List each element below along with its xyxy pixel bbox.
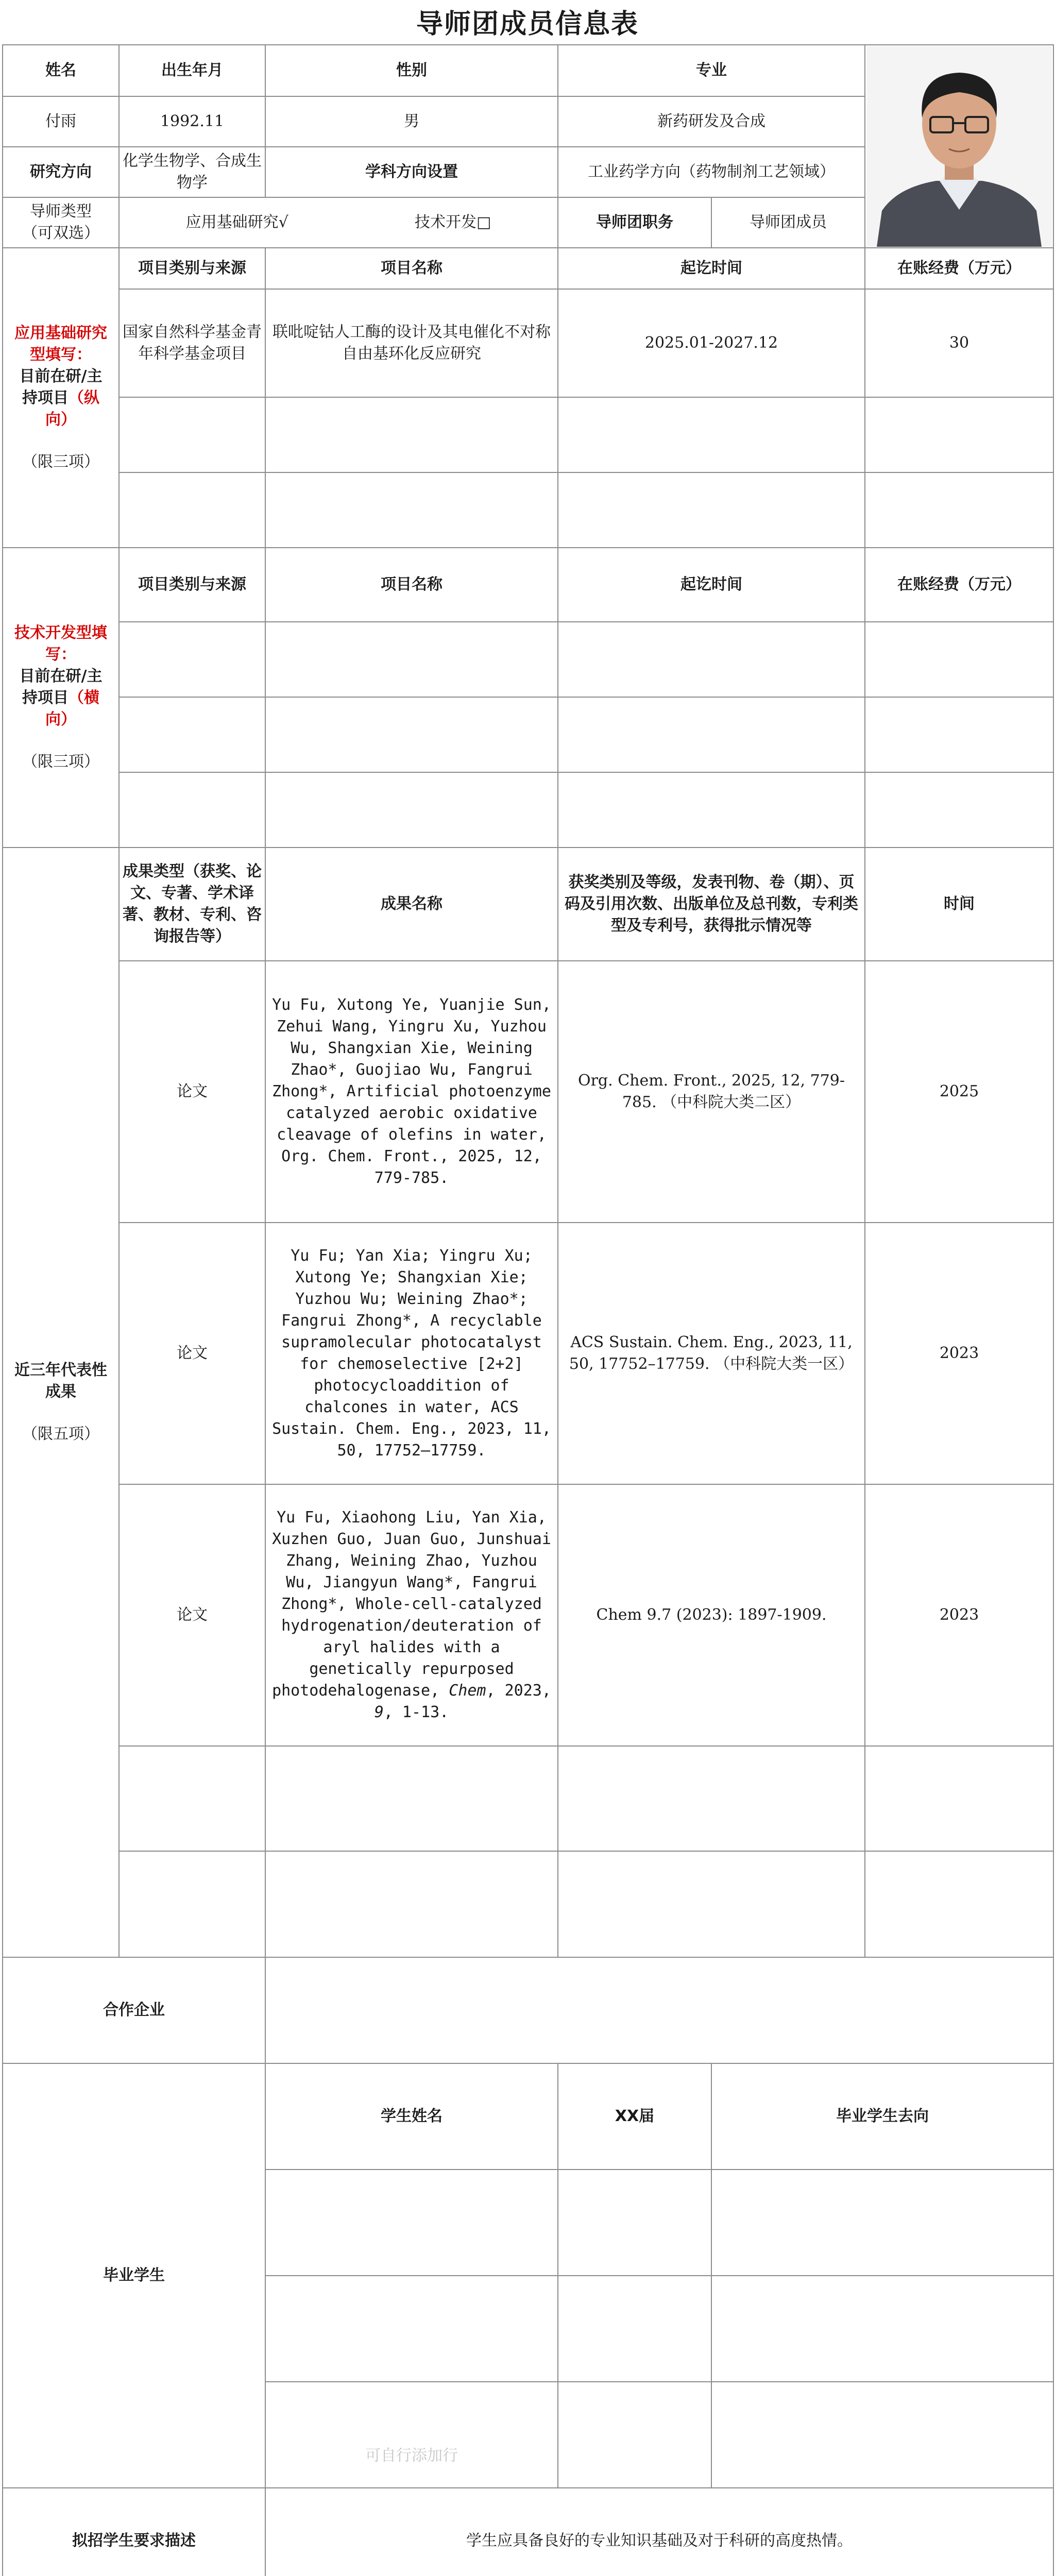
gender-label: 性别 <box>265 45 558 96</box>
achievements-label-line2: 成果 <box>45 1383 76 1401</box>
tech-row3-fund <box>865 772 1053 848</box>
basic-row2-fund <box>865 397 1053 472</box>
mentor-type-options <box>119 197 558 248</box>
ach-row5-type <box>119 1851 265 1957</box>
basic-row3-source <box>119 472 265 548</box>
basic-row3-name <box>265 472 558 548</box>
birth-value: 1992.11 <box>119 96 265 147</box>
grad-row3-dest <box>711 2382 1053 2488</box>
ach-row2-name: Yu Fu; Yan Xia; Yingru Xu; Xutong Ye; Shangxian Xie; Yuzhou Wu; Weining Zhao*; Fangrui Zhong*, A recyclable supramolecular photocatalyst for chemoselective [2+2] photocycloaddition of chalcones in water, ACS Sustain. Chem. Eng., 2023, 11, 50, 17752–17759. <box>265 1223 558 1484</box>
ach-row2-time: 2023 <box>865 1223 1053 1484</box>
ach-row3-name-mid: , 2023, <box>486 1682 551 1700</box>
partner-value <box>265 1957 1053 2063</box>
basic-label-limit: （限三项） <box>22 453 99 471</box>
tech-label-limit: （限三项） <box>22 753 99 771</box>
basic-section-label <box>3 248 119 548</box>
tech-label-red1: 技术开发型填 <box>14 624 107 642</box>
basic-row2-name <box>265 397 558 472</box>
ach-row1-detail: Org. Chem. Front., 2025, 12, 779-785. （中科院大类二区） <box>558 961 865 1223</box>
tech-col-period: 起讫时间 <box>558 548 865 622</box>
name-value: 付雨 <box>3 96 119 147</box>
basic-col-period: 起讫时间 <box>558 248 865 289</box>
basic-row1-period: 2025.01-2027.12 <box>558 289 865 397</box>
ach-col-time: 时间 <box>865 848 1053 961</box>
graduates-label: 毕业学生 <box>3 2063 265 2488</box>
discipline-value: 工业药学方向（药物制剂工艺领域） <box>558 147 865 197</box>
tech-col-name: 项目名称 <box>265 548 558 622</box>
mentor-type-label-line2: （可双选） <box>22 224 99 242</box>
basic-row2-period <box>558 397 865 472</box>
major-label: 专业 <box>558 45 865 96</box>
mentor-type-label-line1: 导师类型 <box>30 202 92 221</box>
tech-row2-period <box>558 697 865 772</box>
basic-label-red4: 向） <box>45 411 76 429</box>
basic-label-black2: 持项目 <box>22 389 69 407</box>
ach-row3-name-journal: Chem <box>449 1682 486 1700</box>
ach-row4-time <box>865 1746 1053 1851</box>
basic-col-source: 项目类别与来源 <box>119 248 265 289</box>
basic-label-red1: 应用基础研究 <box>14 324 107 342</box>
photo-cell <box>865 45 1053 248</box>
type-basic-checkbox[interactable]: 应用基础研究√ <box>185 213 288 231</box>
ach-row1-type: 论文 <box>119 961 265 1223</box>
grad-col-name: 学生姓名 <box>265 2063 558 2170</box>
ach-row1-time: 2025 <box>865 961 1053 1223</box>
basic-label-black1: 目前在研/主 <box>19 367 103 385</box>
discipline-label: 学科方向设置 <box>265 147 558 197</box>
grad-row1-name <box>265 2170 558 2276</box>
tech-section-label <box>3 548 119 848</box>
basic-label-red3: （纵 <box>69 389 99 407</box>
basic-col-fund: 在账经费（万元） <box>865 248 1053 289</box>
tech-label-black1: 目前在研/主 <box>19 667 103 685</box>
ach-row5-time <box>865 1851 1053 1957</box>
tech-row3-name <box>265 772 558 848</box>
gender-value: 男 <box>265 96 558 147</box>
tech-label-red3: （横 <box>69 689 99 707</box>
ach-row4-type <box>119 1746 265 1851</box>
birth-label: 出生年月 <box>119 45 265 96</box>
basic-row3-fund <box>865 472 1053 548</box>
tech-row1-period <box>558 622 865 697</box>
tech-row1-source <box>119 622 265 697</box>
info-table <box>2 44 1054 2576</box>
ach-row3-name-volume: 9 <box>374 1703 384 1721</box>
ach-row3-name <box>265 1484 558 1746</box>
tech-row1-fund <box>865 622 1053 697</box>
ach-row3-detail: Chem 9.7 (2023): 1897-1909. <box>558 1484 865 1746</box>
type-tech-checkbox[interactable]: 技术开发□ <box>415 213 491 231</box>
mentor-type-label <box>3 197 119 248</box>
tech-col-fund: 在账经费（万元） <box>865 548 1053 622</box>
tech-col-source: 项目类别与来源 <box>119 548 265 622</box>
basic-label-red2: 型填写： <box>30 346 92 364</box>
ach-row3-type: 论文 <box>119 1484 265 1746</box>
portrait-photo <box>866 46 1052 247</box>
achievements-label-line1: 近三年代表性 <box>14 1361 107 1379</box>
add-row-hint: 可自行添加行 <box>365 2447 458 2465</box>
grad-row1-dest <box>711 2170 1053 2276</box>
ach-row3-name-pages: , 1-13. <box>383 1703 449 1721</box>
ach-col-detail: 获奖类别及等级，发表刊物、卷（期）、页码及引用次数、出版单位及总刊数，专利类型及专利号，获得批示情况等 <box>558 848 865 961</box>
tech-row3-source <box>119 772 265 848</box>
grad-row3-year <box>558 2382 711 2488</box>
ach-row2-detail: ACS Sustain. Chem. Eng., 2023, 11, 50, 17752–17759. （中科院大类一区） <box>558 1223 865 1484</box>
grad-col-dest: 毕业学生去向 <box>711 2063 1053 2170</box>
research-label: 研究方向 <box>3 147 119 197</box>
research-value: 化学生物学、合成生物学 <box>119 147 265 197</box>
tech-row3-period <box>558 772 865 848</box>
basic-row2-source <box>119 397 265 472</box>
role-value: 导师团成员 <box>711 197 865 248</box>
ach-row3-name-authors: Yu Fu, Xiaohong Liu, Yan Xia, Xuzhen Guo, Juan Guo, Junshuai Zhang, Weining Zhao, Yuzhou Wu, Jiangyun Wang*, Fangrui Zhong*, Whole-cell-catalyzed hydrogenation/deuteration of aryl halides with a genetically repurposed photodehalogenase, <box>272 1509 551 1700</box>
ach-row2-type: 论文 <box>119 1223 265 1484</box>
grad-row2-name <box>265 2276 558 2382</box>
tech-row2-fund <box>865 697 1053 772</box>
tech-row1-name <box>265 622 558 697</box>
basic-row1-name: 联吡啶钴人工酶的设计及其电催化不对称自由基环化反应研究 <box>265 289 558 397</box>
ach-row5-detail <box>558 1851 865 1957</box>
tech-label-black2: 持项目 <box>22 689 69 707</box>
requirements-value: 学生应具备良好的专业知识基础及对于科研的高度热情。 <box>265 2488 1053 2576</box>
basic-row3-period <box>558 472 865 548</box>
grad-row3-name <box>265 2382 558 2488</box>
basic-col-name: 项目名称 <box>265 248 558 289</box>
grad-col-year: XX届 <box>558 2063 711 2170</box>
grad-row2-year <box>558 2276 711 2382</box>
ach-row1-name: Yu Fu, Xutong Ye, Yuanjie Sun, Zehui Wang, Yingru Xu, Yuzhou Wu, Shangxian Xie, Weining Zhao*, Guojiao Wu, Fangrui Zhong*, Artificial photoenzyme catalyzed aerobic oxidative cleavage of olefins in water, Org. Chem. Front., 2025, 12, 779-785. <box>265 961 558 1223</box>
requirements-label: 拟招学生要求描述 <box>3 2488 265 2576</box>
tech-row2-name <box>265 697 558 772</box>
tech-row2-source <box>119 697 265 772</box>
major-value: 新药研发及合成 <box>558 96 865 147</box>
name-label: 姓名 <box>3 45 119 96</box>
grad-row2-dest <box>711 2276 1053 2382</box>
basic-row1-source: 国家自然科学基金青年科学基金项目 <box>119 289 265 397</box>
ach-row5-name <box>265 1851 558 1957</box>
ach-col-name: 成果名称 <box>265 848 558 961</box>
tech-label-red4: 向） <box>45 710 76 728</box>
ach-col-type: 成果类型（获奖、论文、专著、学术译著、教材、专利、咨询报告等） <box>119 848 265 961</box>
page-title: 导师团成员信息表 <box>416 8 639 40</box>
partner-label: 合作企业 <box>3 1957 265 2063</box>
achievements-label-limit: （限五项） <box>22 1425 99 1443</box>
tech-label-red2: 写： <box>45 646 76 664</box>
basic-row1-fund: 30 <box>865 289 1053 397</box>
ach-row4-name <box>265 1746 558 1851</box>
grad-row1-year <box>558 2170 711 2276</box>
ach-row4-detail <box>558 1746 865 1851</box>
role-label: 导师团职务 <box>558 197 711 248</box>
ach-row3-time: 2023 <box>865 1484 1053 1746</box>
achievements-label <box>3 848 119 1957</box>
